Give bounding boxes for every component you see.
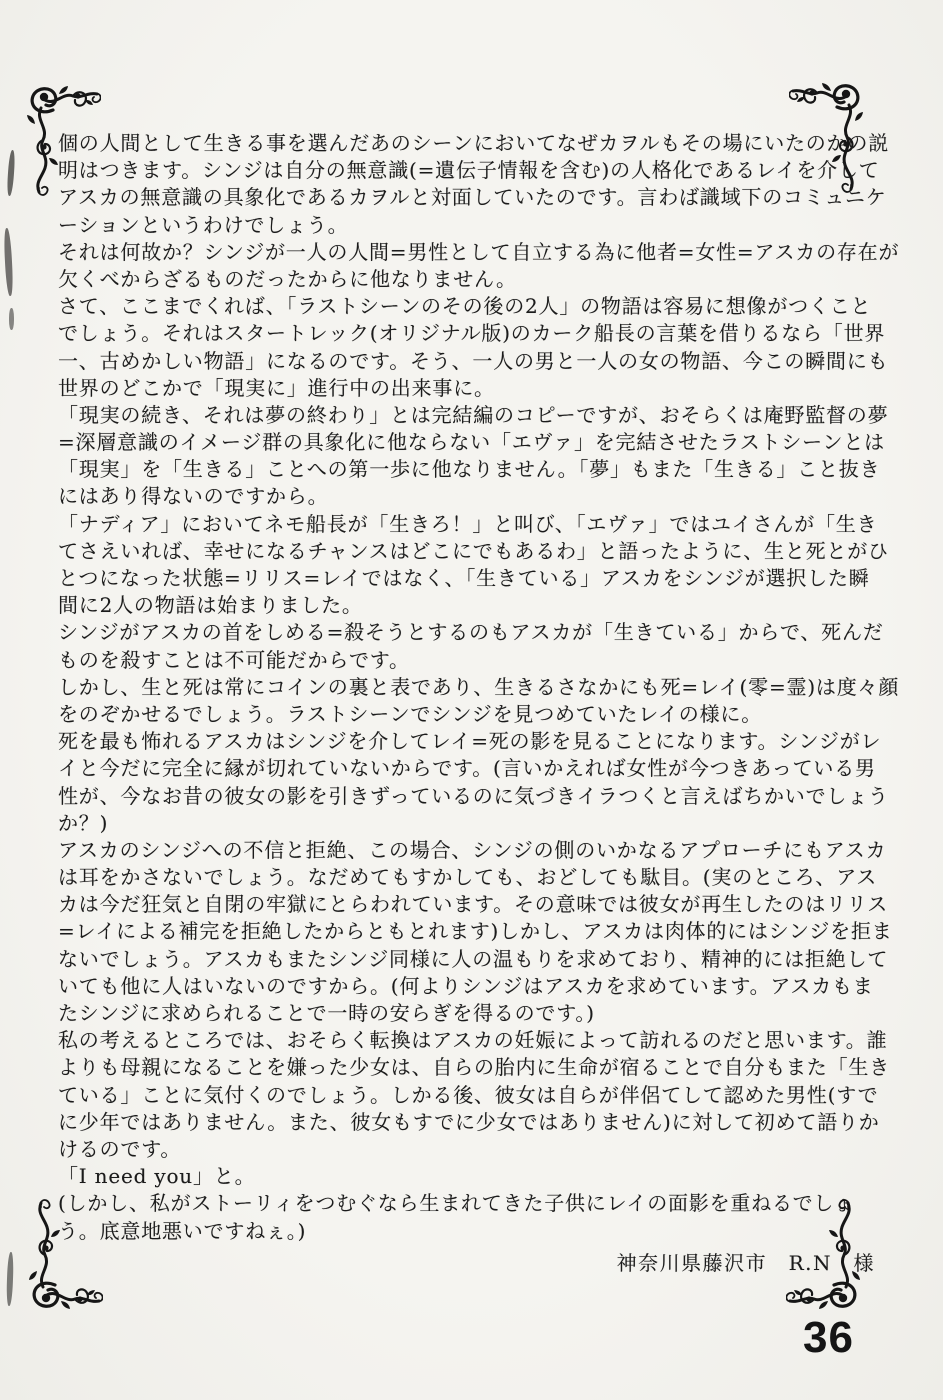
body-text-line: 私の考えるところでは、おそらく転換はアスカの妊娠によって訪れるのだと思います。誰 xyxy=(58,1028,888,1053)
body-text-line: 明はつきます。シンジは自分の無意識(=遺伝子情報を含む)の人格化であるレイを介して xyxy=(58,158,880,183)
body-text-line: アスカの無意識の具象化であるカヲルと対面していたのです。言わば識域下のコミュニケ xyxy=(58,185,887,210)
body-text-line: よりも母親になることを嫌った少女は、自らの胎内に生命が宿ることで自分もまた「生き xyxy=(58,1055,890,1080)
body-text-line: しかし、生と死は常にコインの裏と表であり、生きるさなかにも死=レイ(零=霊)は度々顔 xyxy=(58,674,900,699)
body-text-line: は耳をかさないでしょう。なだめてもすかしても、おどしても駄目。(実のところ、アス xyxy=(58,865,878,890)
scan-edge-artifact xyxy=(3,228,14,296)
body-text-line: か？) xyxy=(58,810,109,835)
body-text-line: アスカのシンジへの不信と拒絶、この場合、シンジの側のいかなるアプローチにもアスカ xyxy=(58,837,887,862)
body-text-line: けるのです。 xyxy=(58,1136,182,1161)
body-text-line: イと今だに完全に縁が切れていないからです。(言いかえれば女性が今つきあっている男 xyxy=(58,756,876,781)
body-text-line: =レイによる補完を拒絶したからともとれます)しかし、アスカは肉体的にはシンジを拒ま xyxy=(58,919,893,944)
essay-body-text xyxy=(58,130,898,1245)
body-text-line: でしょう。それはスタートレック(オリジナル版)のカーク船長の言葉を借りるなら「世界 xyxy=(58,321,886,346)
scan-edge-artifact xyxy=(9,308,14,330)
body-text-line: 「I need you」と。 xyxy=(58,1164,256,1189)
body-text-line: をのぞかせるでしょう。ラストシーンでシンジを見つめていたレイの様に。 xyxy=(58,701,762,726)
body-text-line: 性が、今なお昔の彼女の影を引きずっているのに気づきイラつくと言えばちかいでしょう xyxy=(58,783,889,808)
body-text-line: とつになった状態=リリス=レイではなく、「生きている」アスカをシンジが選択した瞬 xyxy=(58,566,870,590)
body-text-line: に少年ではありません。また、彼女もすでに少女ではありません)に対して初めて語りか xyxy=(58,1109,880,1134)
body-text-line: さて、ここまでくれば、「ラストシーンのその後の2人」の物語は容易に想像がつくこと xyxy=(58,294,872,319)
body-text-line: 「ナディア」においてネモ船長が「生きろ！」と叫び、「エヴァ」ではユイさんが「生き xyxy=(58,511,878,536)
body-text-line: てさえいれば、幸せになるチャンスはどこにでもあるわ」と語ったように、生と死とがひ xyxy=(58,538,889,563)
body-text-line: シンジがアスカの首をしめる=殺そうとするのもアスカが「生きている」からで、死んだ xyxy=(58,620,884,645)
body-text-line: う。底意地悪いですねぇ。) xyxy=(58,1218,307,1243)
scan-edge-artifact xyxy=(6,150,15,196)
body-text-line: (しかし、私がストーリィをつむぐなら生まれてきた子供にレイの面影を重ねるでしょ xyxy=(58,1191,856,1216)
body-text-line: ている」ことに気付くのでしょう。しかる後、彼女は自らが伴侶てして認めた男性(すで xyxy=(58,1082,879,1107)
body-text-line: 世界のどこかで「現実に」進行中の出来事に。 xyxy=(58,375,495,400)
body-text-line: いても他に人はいないのですから。(何よりシンジはアスカを求めています。アスカもま xyxy=(58,973,874,998)
body-text-line: ーションというわけでしょう。 xyxy=(58,212,349,237)
body-text-line: ものを殺すことは不可能だからです。 xyxy=(58,647,410,672)
scan-edge-artifact xyxy=(6,1252,14,1306)
body-text-line: それは何故か？シンジが一人の人間=男性として自立する為に他者=女性=アスカの存在が xyxy=(58,239,900,264)
body-text-line: 一、古めかしい物語」になるのです。そう、一人の男と一人の女の物語、今この瞬間にも xyxy=(58,348,889,373)
body-text-line: ないでしょう。アスカもまたシンジ同様に人の温もりを求めており、精神的には拒絶して xyxy=(58,946,889,971)
body-text-line: にはあり得ないのですから。 xyxy=(58,484,329,509)
contributor-attribution: 神奈川県藤沢市 R.N 様 xyxy=(616,1251,875,1275)
body-text-line: たシンジに求められることで一時の安らぎを得るのです。) xyxy=(58,1001,595,1025)
body-text-line: 「現実」を「生きる」ことへの第一歩に他なりません。「夢」もまた「生きる」こと抜き xyxy=(58,457,881,482)
body-text-line: カは今だ狂気と自閉の牢獄にとらわれています。その意味では彼女が再生したのはリリス xyxy=(58,892,888,917)
body-text-line: 死を最も怖れるアスカはシンジを介してレイ=死の影を見ることになります。シンジがレ xyxy=(58,729,882,754)
body-text-line: 個の人間として生きる事を選んだあのシーンにおいてなぜカヲルもその場にいたのかの説 xyxy=(58,131,889,155)
body-text-line: 間に2人の物語は始まりました。 xyxy=(58,593,363,618)
body-text-line: =深層意識のイメージ群の具象化に他ならない「エヴァ」を完結させたラストシーンとは xyxy=(58,430,885,455)
body-text-line: 「現実の続き、それは夢の終わり」とは完結編のコピーですが、おそらくは庵野監督の夢 xyxy=(58,402,889,427)
page-number: 36 xyxy=(803,1313,854,1362)
body-text-line: 欠くべからざるものだったからに他なりません。 xyxy=(58,266,517,291)
